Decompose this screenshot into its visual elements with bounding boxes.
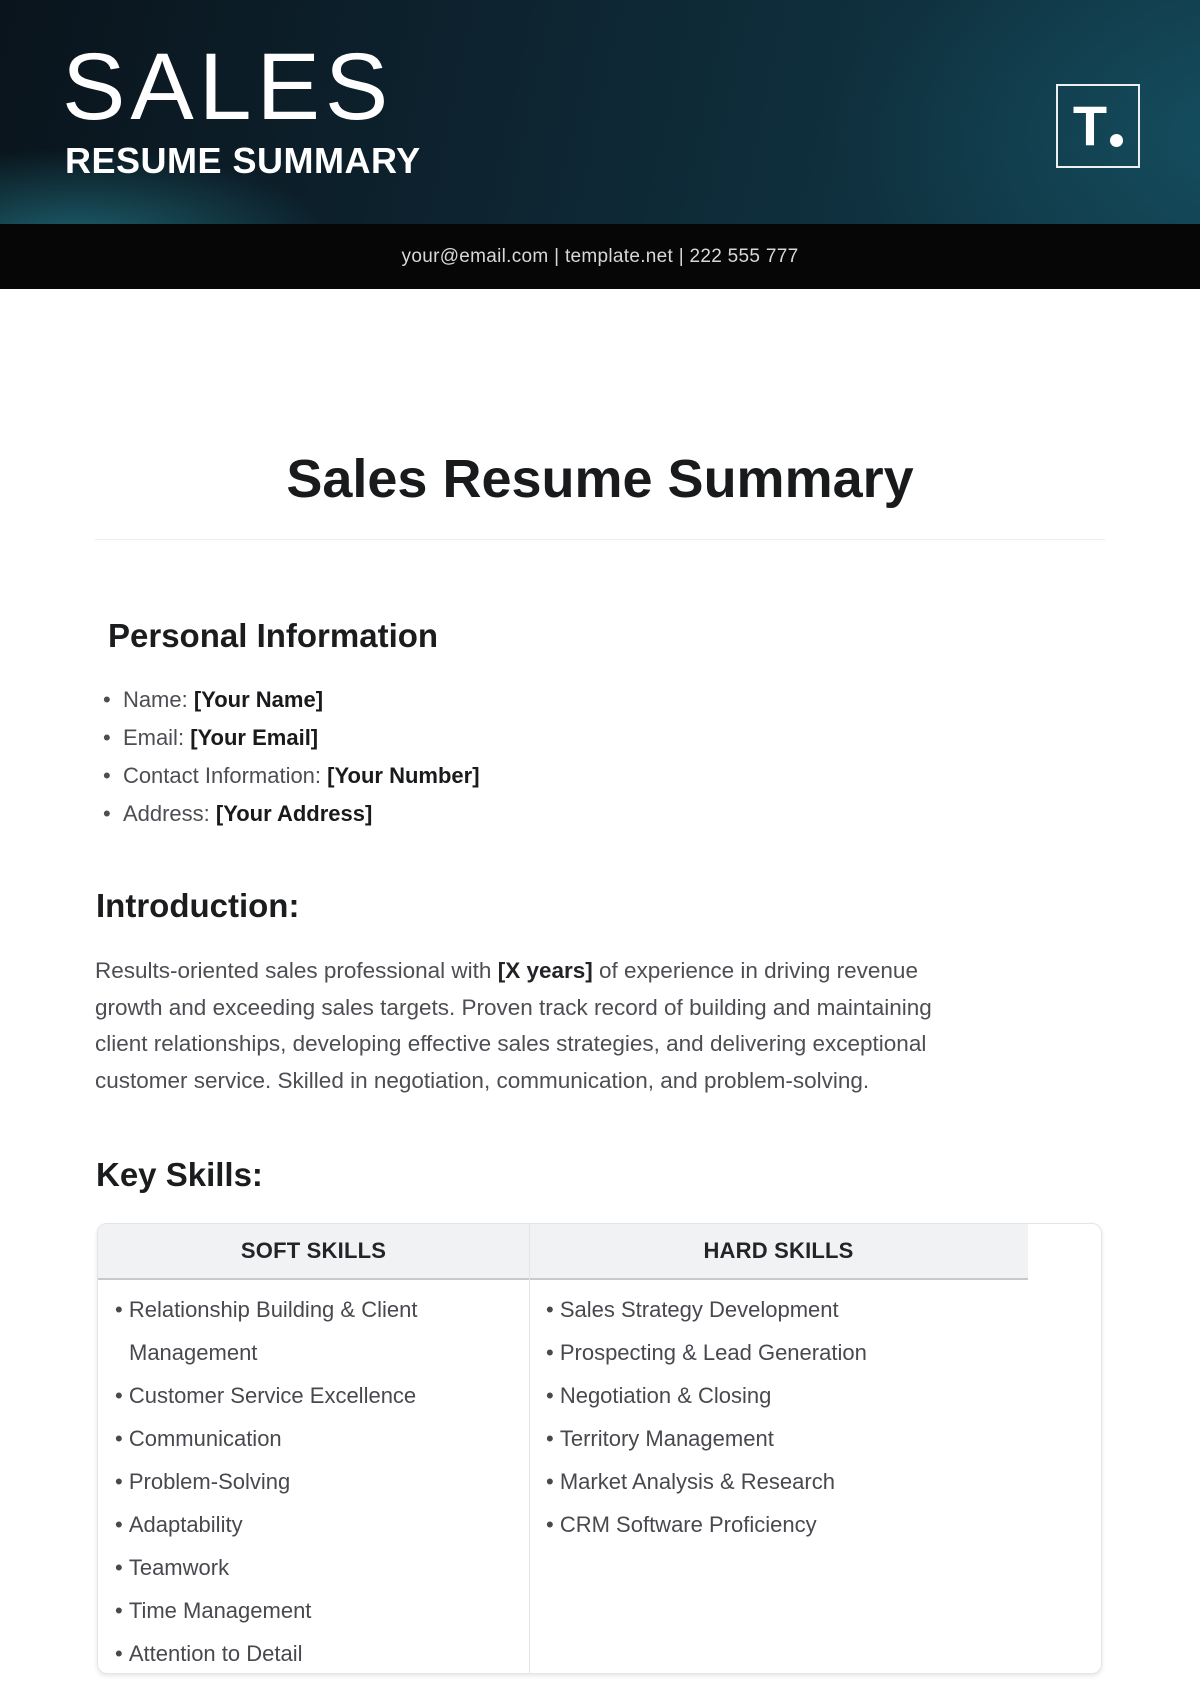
logo-mark [1072, 94, 1123, 158]
field-label: Name: [122, 687, 194, 713]
hard-skills-list [529, 1288, 1028, 1546]
skill-item: • Teamwork [98, 1546, 529, 1589]
skills-table [97, 1223, 1102, 1674]
logo-dot-icon [1110, 134, 1123, 147]
skill-item: • Communication [98, 1417, 529, 1460]
contact-bar [0, 224, 1200, 289]
skill-item: • Adaptability [98, 1503, 529, 1546]
soft-skills-column-header: SOFT SKILLS [240, 1237, 387, 1263]
skill-item: • CRM Software Proficiency [529, 1503, 1028, 1546]
contact-info: your@email.com | template.net | 222 555 777 [401, 245, 799, 267]
skill-item: • Problem-Solving [98, 1460, 529, 1503]
personal-info-heading: Personal Information [108, 616, 439, 654]
key-skills-heading: Key Skills: [96, 1156, 263, 1194]
introduction-paragraph [95, 953, 1105, 1099]
personal-info-item [103, 757, 1105, 795]
logo-letter: T [1072, 94, 1108, 158]
field-label: Address: [122, 801, 216, 827]
personal-info-item [103, 795, 1105, 833]
hard-skills-column-header: HARD SKILLS [703, 1237, 854, 1263]
banner-title: SALES [62, 34, 394, 140]
soft-skills-list [98, 1288, 529, 1674]
page-title: Sales Resume Summary [286, 449, 914, 509]
skill-item: • Territory Management [529, 1417, 1028, 1460]
skills-table-header-row [98, 1224, 1028, 1280]
paragraph-line: growth and exceeding sales targets. Proven track record of building and maintaining [95, 994, 932, 1020]
field-placeholder-value: [Your Address] [215, 801, 373, 827]
field-placeholder-value: [Your Number] [327, 763, 480, 789]
banner-header [0, 0, 1200, 224]
skills-table-body-row [98, 1280, 1101, 1674]
title-divider [95, 539, 1105, 540]
personal-info-item [103, 681, 1105, 719]
column-divider [529, 1224, 530, 1673]
field-placeholder-value: [Your Email] [190, 725, 319, 751]
field-placeholder-value: [Your Name] [193, 687, 324, 713]
paragraph-line: client relationships, developing effective sales strategies, and delivering exceptional [95, 1031, 927, 1057]
skill-item: • Attention to Detail [98, 1632, 529, 1674]
paragraph-line: customer service. Skilled in negotiation, communication, and problem-solving. [95, 1067, 870, 1093]
skill-item: • Negotiation & Closing [529, 1374, 1028, 1417]
skill-item: • Sales Strategy Development [529, 1288, 1028, 1331]
skill-item: • Market Analysis & Research [529, 1460, 1028, 1503]
skill-item: • Prospecting & Lead Generation [529, 1331, 1028, 1374]
field-label: Email: [122, 725, 191, 751]
banner-subtitle: RESUME SUMMARY [65, 140, 421, 181]
document-page [0, 289, 1200, 1701]
field-label: Contact Information: [122, 763, 328, 789]
skill-item: • Relationship Building & Client Management [98, 1288, 529, 1374]
skill-item: • Customer Service Excellence [98, 1374, 529, 1417]
skill-item: • Time Management [98, 1589, 529, 1632]
personal-info-item [103, 719, 1105, 757]
soft-skills-cell [98, 1288, 529, 1674]
personal-info-list [95, 681, 1105, 833]
template-net-logo [1056, 84, 1140, 168]
introduction-heading: Introduction: [96, 887, 300, 925]
paragraph-line: Results-oriented sales professional with [X years] of experience in driving revenue [95, 958, 918, 984]
hard-skills-cell [529, 1288, 1028, 1674]
